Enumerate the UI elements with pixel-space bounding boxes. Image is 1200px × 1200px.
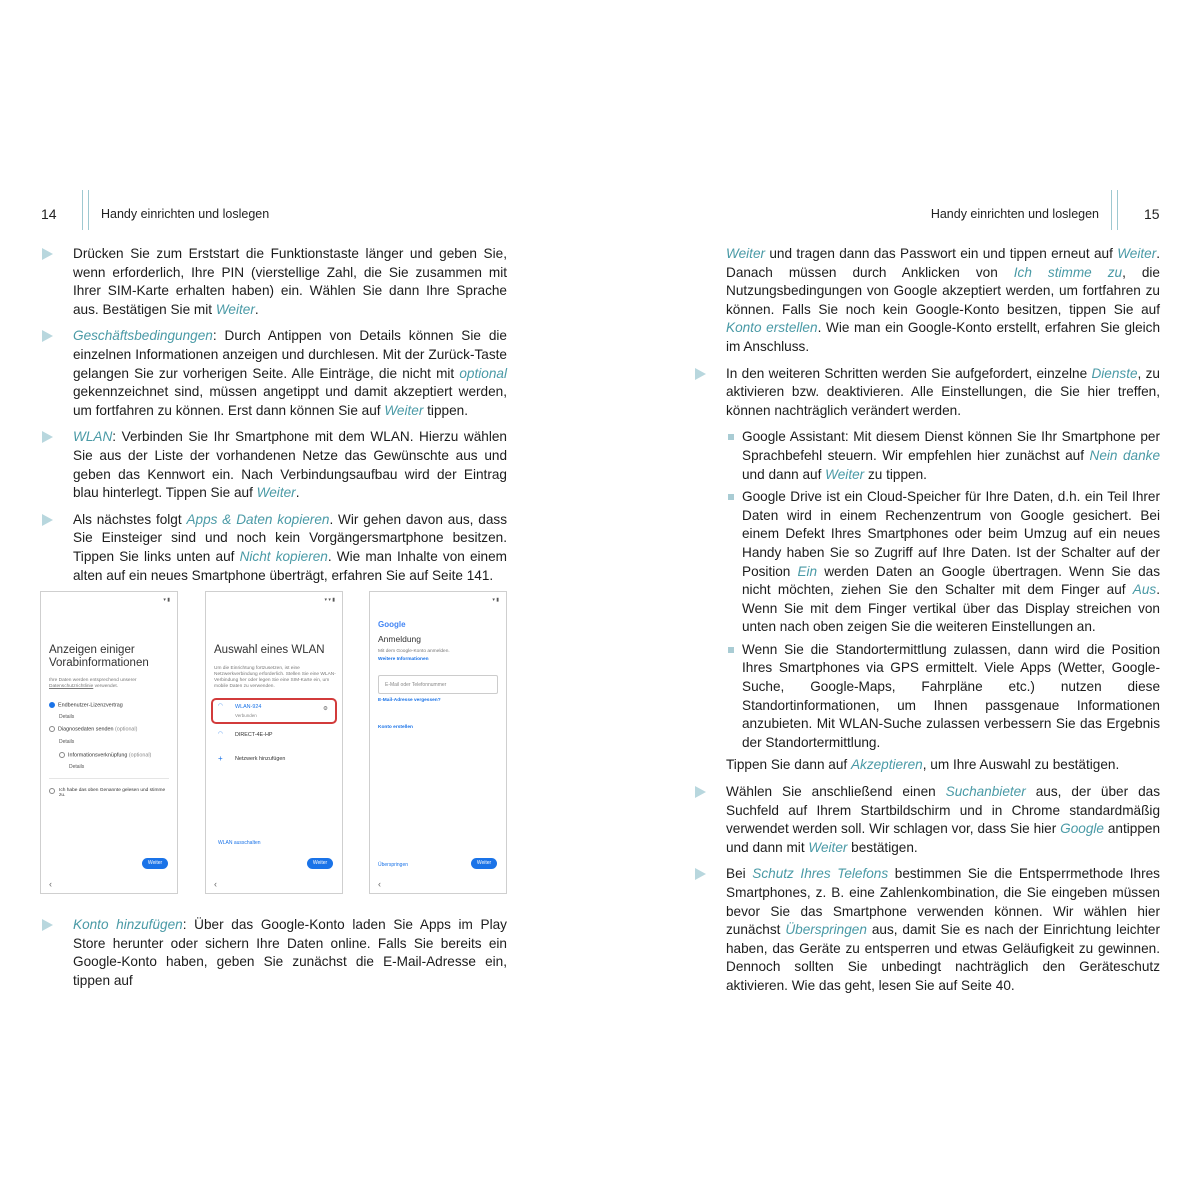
screen-intro: Um die Einrichtung fortzusetzen, ist eine Netzwerkverbindung erforderlich. Stellen Sie eine WLAN-Verbindung her oder legen Sie eine SIM-Karte ein, um mobile Daten zu verwenden. xyxy=(214,666,336,689)
list-item: Google Assistant: Mit diesem Dienst können Sie Ihr Smartphone per Sprachbefehl steuern. Wir empfehlen hier zunächst auf Nein danke und dann auf Weiter zu tippen. xyxy=(726,428,1160,484)
note-paragraph: Tippen Sie dann auf Akzeptieren, um Ihre Auswahl zu bestätigen. xyxy=(726,757,1120,773)
network-status: Verbunden xyxy=(235,713,257,718)
wlan-off-link[interactable]: WLAN ausschalten xyxy=(218,840,261,846)
left-body-top xyxy=(40,245,507,585)
details-link[interactable]: Details xyxy=(59,714,75,720)
radio-checked-icon xyxy=(49,702,55,708)
screen-title: Anmeldung xyxy=(378,634,422,644)
network-wlan-924[interactable] xyxy=(218,703,223,709)
screenshot-google-login xyxy=(369,591,507,894)
weiter-button[interactable]: Weiter xyxy=(142,858,168,869)
selected-network-highlight xyxy=(211,698,337,724)
services-list xyxy=(693,428,1160,752)
screenshot-vorabinformationen xyxy=(40,591,178,894)
back-icon[interactable]: ‹ xyxy=(378,879,381,889)
right-page xyxy=(600,0,1200,1200)
status-bar: ▾ ▾ ▮ xyxy=(324,597,335,603)
page-number: 15 xyxy=(1144,206,1160,222)
continued-paragraph: Weiter und tragen dann das Passwort ein und tippen erneut auf Weiter. Danach müssen durch Anklicken von Ich stimme zu, die Nutzungsbedingungen von Google akzeptiert werden, um fortfahren zu können. Falls Sie noch kein Google-Konto besitzen, tippen Sie auf Konto erstellen. Wie man ein Google-Konto erstellt, erfahren Sie gleich im Anschluss. xyxy=(726,246,1161,354)
option-info-link[interactable]: Informationsverknüpfung (optional) xyxy=(59,752,151,758)
more-info-link[interactable]: Weitere Informationen xyxy=(378,657,429,662)
step-paragraph: WLAN: Verbinden Sie Ihr Smartphone mit dem WLAN. Hierzu wählen Sie aus der Liste der vorhandenen Netze das Gewünschte aus und geben das Kennwort ein. Nach Verbindungsaufbau wird der Eintrag blau hinterlegt. Tippen Sie auf Weiter. xyxy=(40,428,507,502)
header-rule xyxy=(1117,190,1118,230)
screen-title: Anzeigen einiger Vorabinformationen xyxy=(49,644,149,669)
running-head: Handy einrichten und loslegen xyxy=(930,207,1099,221)
network-direct[interactable]: DIRECT-4E-HP xyxy=(235,732,273,738)
radio-icon xyxy=(49,726,55,732)
back-icon[interactable]: ‹ xyxy=(214,879,217,889)
divider xyxy=(49,778,169,779)
step-paragraph: Drücken Sie zum Erststart die Funktionstaste länger und geben Sie, wenn erforderlich, Ihre PIN (vierstellige Zahl, die Sie zusammen mit Ihrer SIM-Karte erhalten haben) ein. Wählen Sie dann Ihre Sprache aus. Bestätigen Sie mit Weiter. xyxy=(40,245,507,319)
step-paragraph: Geschäftsbedingungen: Durch Antippen von Details können Sie die einzelnen Informationen anzeigen und durchlesen. Mit der Zurück-Taste gelangen Sie zur vorherigen Seite. Alle Einträge, die nicht mit optional gekennzeichnet sind, müssen angetippt und damit akzeptiert werden, um fortfahren zu können. Erst dann können Sie auf Weiter tippen. xyxy=(40,327,507,420)
header-rule xyxy=(82,190,83,230)
step-paragraph: Konto hinzufügen: Über das Google-Konto laden Sie Apps im Play Store herunter oder sichern Ihre Daten online. Falls Sie bereits ein Google-Konto haben, geben Sie zunächst die E-Mail-Adresse ein, tippen auf xyxy=(40,916,507,990)
step-paragraph: Bei Schutz Ihres Telefons bestimmen Sie die Entsperrmethode Ihres Smartphones, z. B. eine Zahlenkombination, die Sie eingeben müssen bevor Sie das Smartphone verwenden können. Wir wählen hier zunächst Überspringen aus, damit Sie es nach der Einrichtung leichter haben, das Geräte zu entsperren und etwas Geläufigkeit zu gewinnen. Dennoch sollten Sie unbedingt nachträglich den Geräteschutz aktivieren. Wie das geht, lesen Sie auf Seite 40. xyxy=(693,865,1160,995)
google-logo: Google xyxy=(378,620,406,629)
option-eula[interactable]: Endbenutzer-Lizenzvertrag xyxy=(49,702,123,708)
wifi-icon: ◠ xyxy=(218,703,223,709)
email-input[interactable]: E-Mail oder Telefonnummer xyxy=(378,675,498,694)
gear-icon[interactable]: ⚙ xyxy=(323,706,328,712)
plus-icon: + xyxy=(218,754,223,763)
list-item: Wenn Sie die Standortermittlung zulassen, dann wird die Position Ihres Smartphones via GPS ermittelt. Viele Apps (Wetter, Google-Suche, Google-Maps, Fahrpläne etc.) nutzen diese Standortinformationen, um Ihnen passgenaue Informationen anzubieten. Mit WLAN-Suche zulassen verbessern Sie das Ergebnis der Standortermittlung. xyxy=(726,641,1160,753)
weiter-button[interactable]: Weiter xyxy=(471,858,497,869)
option-diagnostics[interactable]: Diagnosedaten senden (optional) xyxy=(49,726,137,732)
screen-intro: Ihre Daten werden entsprechend unserer Datenschutzrichtlinie verwendet. xyxy=(49,678,137,689)
add-network[interactable]: Netzwerk hinzufügen xyxy=(235,756,286,762)
page-number: 14 xyxy=(41,206,57,222)
back-icon[interactable]: ‹ xyxy=(49,879,52,889)
privacy-link[interactable]: Datenschutzrichtlinie xyxy=(49,684,94,689)
skip-link[interactable]: Überspringen xyxy=(378,862,409,868)
header-rule xyxy=(1111,190,1112,230)
step-paragraph: Als nächstes folgt Apps & Daten kopieren. Wir gehen davon aus, dass Sie Einsteiger sind und noch kein Vorgängersmartphone besitzen. Tippen Sie links unten auf Nicht kopieren. Wie man Inhalte von einem alten auf ein neues Smartphone überträgt, erfahren Sie auf Seite 141. xyxy=(40,511,507,585)
screenshot-wlan xyxy=(205,591,343,894)
details-link[interactable]: Details xyxy=(69,764,85,770)
header-rule xyxy=(88,190,89,230)
weiter-button[interactable]: Weiter xyxy=(307,858,333,869)
status-bar: ▾ ▮ xyxy=(492,597,499,603)
radio-icon xyxy=(59,752,65,758)
radio-icon xyxy=(49,788,55,794)
list-item: Google Drive ist ein Cloud-Speicher für Ihre Daten, d.h. ein Teil Ihrer Daten wird in einem Rechenzentrum von Google gesichert. Bei einem Defekt Ihres Smartphones oder beim Umzug auf ein neues Handy haben Sie so Zugriff auf Ihre Daten. Ist der Schalter auf der Position Ein werden Daten an Google übertragen. Wenn Sie das nicht möchten, ziehen Sie den Schalter mit dem Finger auf Aus. Wenn Sie mit dem Finger vertikal über das Display streichen von unten nach oben zeigen Sie die weiteren Einstellungen an. xyxy=(726,488,1160,637)
step-paragraph: In den weiteren Schritten werden Sie aufgefordert, einzelne Dienste, zu aktivieren bzw. deaktivieren. Alle Einstellungen, die Sie hier treffen, können nachträglich verändert werden. xyxy=(693,365,1160,421)
forgot-email-link[interactable]: E-Mail-Adresse vergessen? xyxy=(378,698,441,703)
create-account-link[interactable]: Konto erstellen xyxy=(378,725,413,730)
step-paragraph: Wählen Sie anschließend einen Suchanbieter aus, der über das Suchfeld auf Ihrem Startbildschirm und in Chrome standardmäßig verwendet werden soll. Wir schlagen vor, dass Sie hier Google antippen und dann mit Weiter bestätigen. xyxy=(693,783,1160,857)
details-link[interactable]: Details xyxy=(59,739,75,745)
wifi-icon: ◠ xyxy=(218,731,223,737)
option-consent[interactable]: Ich habe das oben Genannte gelesen und stimme zu. xyxy=(49,788,169,798)
screen-title: Auswahl eines WLAN xyxy=(214,644,325,656)
screen-intro: Mit dem Google-Konto anmelden. xyxy=(378,649,450,654)
right-body xyxy=(693,245,1160,996)
network-name: WLAN-924 xyxy=(235,704,262,710)
left-body-bottom xyxy=(40,916,507,990)
running-head: Handy einrichten und loslegen xyxy=(101,207,270,221)
status-bar: ▾ ▮ xyxy=(163,597,170,603)
